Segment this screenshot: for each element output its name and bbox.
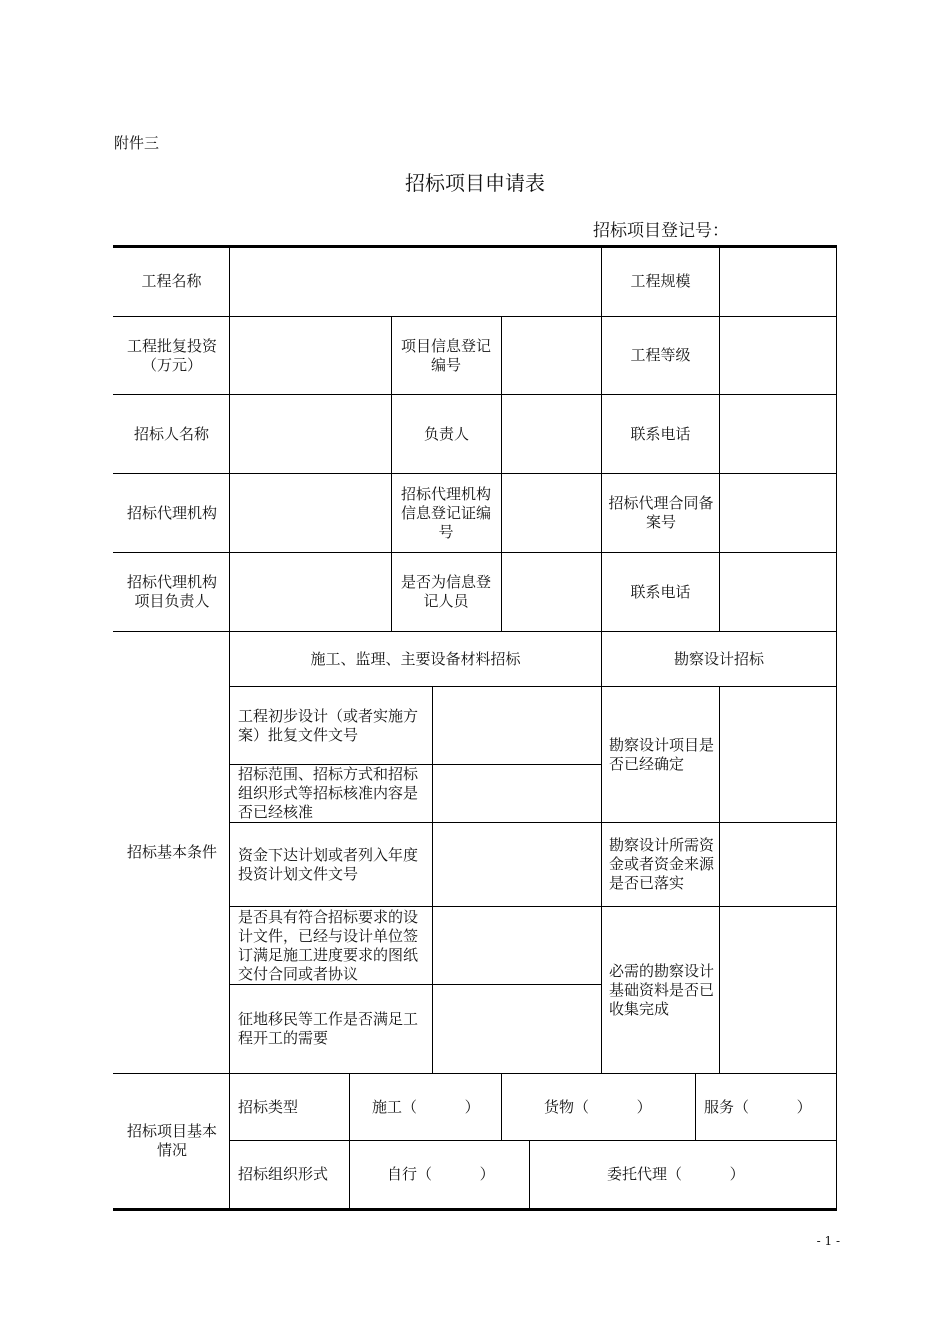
registration-number-label: 招标项目登记号： — [593, 221, 729, 241]
agency-project-head-field[interactable] — [230, 553, 391, 631]
condition-design-documents-field[interactable] — [433, 907, 601, 984]
tenderer-name-label: 招标人名称 — [133, 424, 209, 443]
page-title: 招标项目申请表 — [405, 171, 545, 195]
survey-funding-label: 勘察设计所需资金或者资金来源是否已落实 — [609, 836, 715, 892]
organization-self-option[interactable]: 自行（ ） — [387, 1165, 495, 1183]
condition-design-approval-label: 工程初步设计（或者实施方案）批复文件文号 — [238, 706, 419, 744]
organization-agency-option[interactable]: 委托代理（ ） — [607, 1165, 745, 1183]
basic-section-label: 招标项目基本情况 — [126, 1122, 217, 1159]
condition-scope-approved-label: 招标范围、招标方式和招标组织形式等招标核准内容是否已经核准 — [238, 765, 419, 821]
person-in-charge-label: 负责人 — [423, 424, 469, 443]
tender-type-goods-option[interactable]: 货物（ ） — [544, 1097, 652, 1116]
project-grade-field[interactable] — [720, 317, 836, 394]
tenderer-name-field[interactable] — [230, 395, 391, 473]
survey-base-data-field[interactable] — [720, 907, 836, 1073]
tender-organization-label: 招标组织形式 — [238, 1165, 329, 1183]
condition-land-resettlement-label: 征地移民等工作是否满足工程开工的需要 — [238, 1010, 419, 1047]
tender-type-label: 招标类型 — [238, 1097, 299, 1116]
is-info-registered-label: 是否为信息登记人员 — [400, 573, 491, 610]
condition-land-resettlement-field[interactable] — [433, 985, 601, 1073]
agency-info-cert-no-field[interactable] — [502, 474, 601, 552]
contact-phone-2-label: 联系电话 — [630, 582, 691, 601]
agency-project-head-label: 招标代理机构项目负责人 — [126, 573, 217, 610]
condition-scope-approved-field[interactable] — [433, 765, 601, 822]
agency-contract-filing-no-label: 招标代理合同备案号 — [608, 494, 714, 531]
person-in-charge-field[interactable] — [502, 395, 601, 473]
agency-field[interactable] — [230, 474, 391, 552]
survey-project-determined-label: 勘察设计项目是否已经确定 — [609, 735, 715, 773]
is-info-registered-field[interactable] — [502, 553, 601, 631]
project-info-reg-no-label: 项目信息登记编号 — [400, 336, 491, 374]
project-grade-label: 工程等级 — [630, 346, 691, 364]
survey-base-data-label: 必需的勘察设计基础资料是否已收集完成 — [609, 961, 715, 1018]
contact-phone-2-field[interactable] — [720, 553, 836, 631]
approved-investment-field[interactable] — [230, 317, 391, 394]
project-name-field[interactable] — [230, 247, 601, 316]
condition-funding-plan-field[interactable] — [433, 823, 601, 906]
survey-column-header: 勘察设计招标 — [673, 649, 764, 668]
tender-type-service-option[interactable]: 服务（ ） — [704, 1097, 812, 1116]
survey-project-determined-field[interactable] — [720, 687, 836, 822]
contact-phone-label: 联系电话 — [630, 424, 691, 443]
condition-design-approval-field[interactable] — [433, 687, 601, 764]
project-name-label: 工程名称 — [141, 272, 202, 290]
agency-info-cert-no-label: 招标代理机构信息登记证编号 — [400, 484, 491, 541]
contact-phone-field[interactable] — [720, 395, 836, 473]
project-scale-label: 工程规模 — [630, 272, 691, 290]
condition-design-documents-label: 是否具有符合招标要求的设计文件，已经与设计单位签订满足施工进度要求的图纸交付合同或者协议 — [238, 907, 419, 983]
attachment-label: 附件三 — [114, 134, 160, 152]
survey-funding-field[interactable] — [720, 823, 836, 906]
approved-investment-label: 工程批复投资（万元） — [126, 336, 217, 374]
project-scale-field[interactable] — [720, 247, 836, 316]
agency-label: 招标代理机构 — [126, 503, 217, 522]
project-info-reg-no-field[interactable] — [502, 317, 601, 394]
agency-contract-filing-no-field[interactable] — [720, 474, 836, 552]
condition-funding-plan-label: 资金下达计划或者列入年度投资计划文件文号 — [238, 845, 419, 883]
construction-column-header: 施工、监理、主要设备材料招标 — [310, 649, 521, 668]
tender-type-construction-option[interactable]: 施工（ ） — [372, 1097, 480, 1116]
conditions-section-label: 招标基本条件 — [126, 843, 217, 861]
page-number: - 1 - — [816, 1234, 840, 1248]
